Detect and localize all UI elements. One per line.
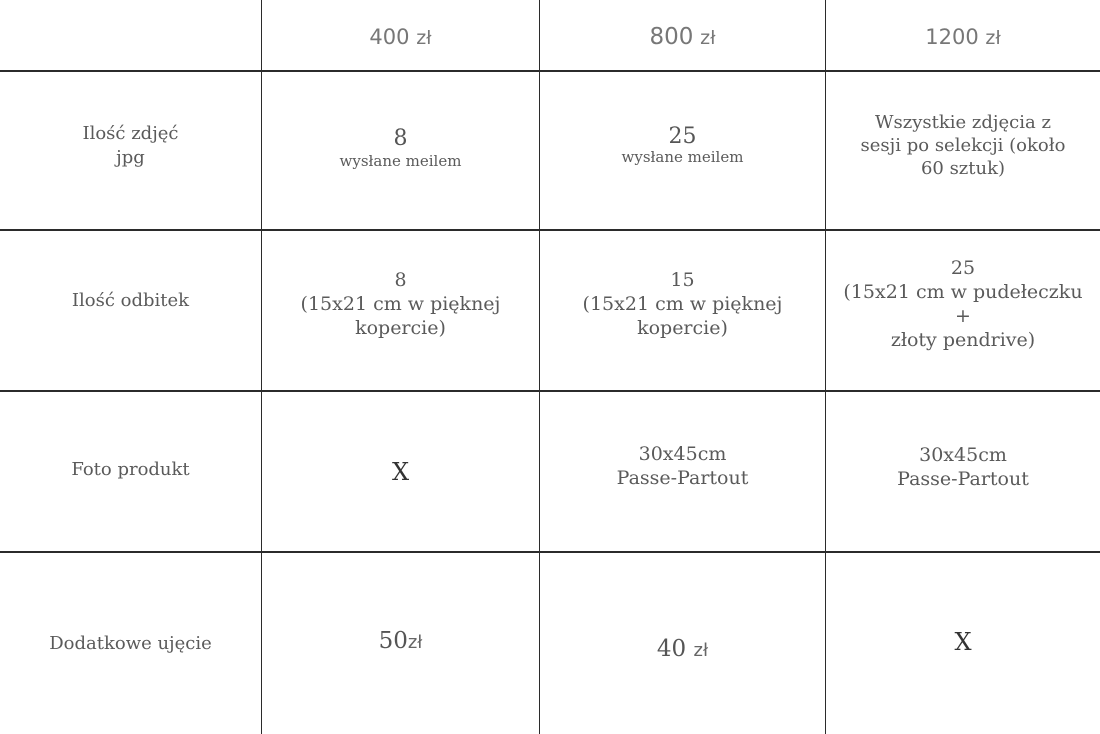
header-price-1200 — [826, 0, 1100, 70]
header-empty-cell — [0, 0, 261, 70]
print-details: (15x21 cm w pięknej — [582, 292, 783, 315]
product-type: Passe-Partout — [616, 466, 749, 489]
print-count: 8 — [394, 268, 407, 291]
row-label-jpg — [0, 72, 261, 229]
delivery-note: wysłane meilem — [339, 151, 462, 170]
row-label-line: Foto produkt — [71, 458, 190, 480]
product-size: 30x45cm — [919, 443, 1007, 466]
price-label — [925, 25, 1001, 49]
price-label — [650, 24, 716, 50]
print-count: 15 — [670, 268, 695, 291]
row-label-line: Ilość odbitek — [71, 289, 190, 311]
extra-cell-1200 — [826, 553, 1100, 734]
description-line: sesji po selekcji (około — [860, 135, 1066, 156]
extra-price-amount: 50 — [378, 627, 408, 654]
photo-count: 25 — [668, 123, 697, 149]
price-amount: 400 — [369, 25, 410, 49]
price-amount: 1200 — [925, 25, 979, 49]
price-unit: zł — [416, 27, 432, 49]
photo-count: 8 — [393, 125, 408, 151]
description-line: Wszystkie zdjęcia z — [875, 112, 1051, 133]
price-unit: zł — [700, 27, 716, 49]
extra-cell-800 — [540, 553, 825, 734]
product-size: 30x45cm — [638, 442, 727, 465]
product-type: Passe-Partout — [897, 467, 1029, 490]
jpg-cell-1200 — [826, 72, 1100, 229]
extra-price — [657, 636, 708, 662]
jpg-cell-400 — [262, 72, 539, 229]
print-details: (15x21 cm w pudełeczku + — [843, 280, 1083, 327]
product-cell-400 — [262, 392, 539, 551]
prints-cell-1200 — [826, 231, 1100, 390]
row-label-product — [0, 392, 261, 551]
header-price-400 — [262, 0, 539, 70]
extra-price — [379, 628, 423, 654]
prints-cell-800 — [540, 231, 825, 390]
not-included-mark: X — [391, 457, 410, 486]
print-details: (15x21 cm w pięknej — [300, 292, 501, 315]
product-cell-1200 — [826, 392, 1100, 551]
row-label-extra — [0, 553, 261, 734]
print-details: złoty pendrive) — [890, 328, 1036, 351]
row-label-line: jpg — [116, 146, 145, 168]
print-details: kopercie) — [355, 316, 446, 339]
row-label-prints — [0, 231, 261, 390]
price-label — [369, 25, 431, 49]
print-details: kopercie) — [637, 316, 728, 339]
header-price-800 — [540, 0, 825, 70]
prints-cell-400 — [262, 231, 539, 390]
row-label-line: Ilość zdjęć — [82, 122, 179, 144]
description-line: 60 sztuk) — [920, 158, 1006, 179]
not-included-mark: X — [954, 627, 972, 656]
row-label-line: Dodatkowe ujęcie — [49, 632, 212, 654]
delivery-note: wysłane meilem — [621, 147, 744, 166]
extra-cell-400 — [262, 553, 539, 734]
print-count: 25 — [950, 256, 976, 279]
product-cell-800 — [540, 392, 825, 551]
extra-price-unit: zł — [407, 631, 423, 653]
jpg-cell-800 — [540, 72, 825, 229]
price-unit: zł — [985, 27, 1001, 49]
extra-price-unit: zł — [693, 639, 709, 661]
extra-price-amount: 40 — [656, 635, 687, 662]
price-amount: 800 — [649, 24, 694, 50]
